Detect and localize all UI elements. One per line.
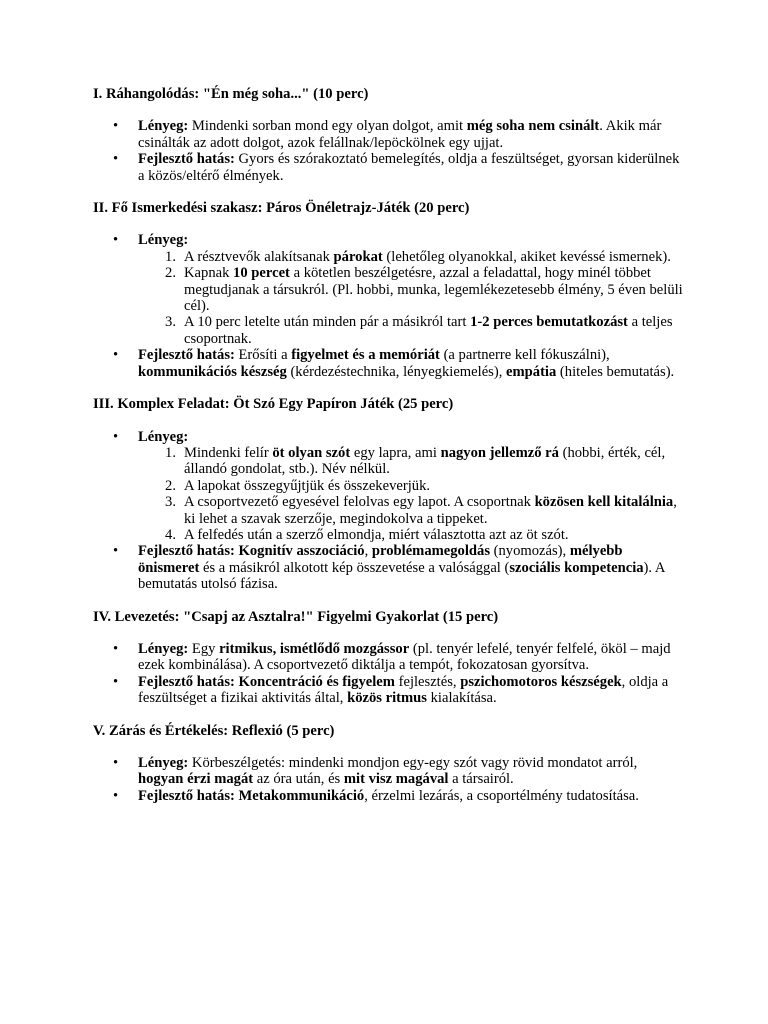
text-run: Kapnak <box>184 265 234 282</box>
bold-text: Koncentráció és figyelem <box>238 673 395 690</box>
bold-text: empátia <box>506 363 557 380</box>
item-number: 4. <box>165 526 176 543</box>
text-run: A lapokat összegyűjtjük és összekeverjük. <box>184 477 431 494</box>
numbered-item <box>138 265 683 314</box>
text-run: az óra után, és <box>253 771 344 788</box>
bold-text: pszichomotoros készségek <box>460 673 622 690</box>
numbered-list <box>138 445 683 543</box>
numbered-list <box>138 249 683 347</box>
numbered-item <box>138 527 683 543</box>
text-run: (nyomozás), <box>490 543 570 560</box>
text-run: és a másikról alkotott kép összevetése a valósággal ( <box>199 559 510 576</box>
text-run: (lehetőleg olyanokkal, akiket kevéssé ismernek). <box>382 248 671 265</box>
bold-text: Lényeg: <box>138 640 189 657</box>
bold-text: Lényeg: <box>138 232 189 249</box>
bold-text: Fejlesztő hatás: <box>138 347 235 364</box>
bullet-item <box>93 151 683 184</box>
bold-text: figyelmet és a memóriát <box>291 347 440 364</box>
item-number: 3. <box>165 494 176 511</box>
bold-text: Fejlesztő hatás: <box>138 543 235 560</box>
bold-text: 10 percet <box>233 265 290 282</box>
item-number: 3. <box>165 314 176 331</box>
bullet-item <box>93 755 683 788</box>
text-run: , oldja a feszültséget a fizikai aktivitás által, <box>138 673 669 707</box>
text-run: A csoportvezető egyesével felolvas egy lapot. A csoportnak <box>184 494 535 511</box>
text-run: A résztvevők alakítsanak <box>184 248 334 265</box>
bullet-item <box>93 347 683 380</box>
bold-text: Fejlesztő hatás: <box>138 787 235 804</box>
text-run: (kérdezéstechnika, lényegkiemelés), <box>286 363 507 380</box>
item-number: 2. <box>165 265 176 282</box>
text-run: Körbeszélgetés: mindenki mondjon egy-egy szót vagy rövid mondatot arról, <box>188 755 638 771</box>
bullet-list <box>93 755 683 804</box>
section-heading: V. Zárás és Értékelés: Reflexió (5 perc) <box>93 722 335 739</box>
bullet-list <box>93 232 683 380</box>
bold-text: ritmikus, ismétlődő mozgássor <box>219 640 410 657</box>
text-run: (hiteles bemutatás). <box>556 363 675 380</box>
bullet-item <box>93 429 683 544</box>
text-run: a kötetlen beszélgetésre, azzal a feladattal, hogy minél többet megtudjanak a társukról. (Pl. hobbi, munka, legemlékezetesebb élmény, 5 éven belüli cél). <box>184 265 683 315</box>
bold-text: problémamegoldás <box>371 543 490 560</box>
text-run: Mindenki sorban mond egy olyan dolgot, amit <box>188 118 467 135</box>
numbered-item <box>138 249 683 265</box>
section-heading: I. Ráhangolódás: "Én még soha..." (10 perc) <box>93 86 369 102</box>
text-run: A felfedés után a szerző elmondja, miért választotta azt az öt szót. <box>184 526 569 543</box>
bullet-list <box>93 641 683 707</box>
bold-text: Lényeg: <box>138 428 189 445</box>
text-run: (a partnerre kell fókuszálni), <box>439 347 610 364</box>
text-run: a teljes csoportnak. <box>184 314 673 347</box>
text-run: , érzelmi lezárás, a csoportélmény tudatosítása. <box>364 787 639 804</box>
bullet-item <box>93 232 683 347</box>
item-number: 1. <box>165 444 176 461</box>
text-run: Erősíti a <box>234 347 292 364</box>
bold-text: mit visz magával <box>343 771 449 788</box>
bold-text: még soha nem csinált <box>466 118 600 135</box>
bullet-item <box>93 674 683 707</box>
bold-text: Kognitív asszociáció <box>238 543 365 560</box>
text-run: , <box>364 543 372 560</box>
text-run: A 10 perc letelte után minden pár a másikról tart <box>184 314 471 331</box>
bold-text: öt olyan szót <box>272 444 351 461</box>
text-run: kialakítása. <box>426 690 497 707</box>
numbered-item <box>138 478 683 494</box>
bullet-list <box>93 118 683 184</box>
bold-text: hogyan érzi magát <box>138 771 254 788</box>
text-run: fejlesztés, <box>394 673 461 690</box>
bold-text: Fejlesztő hatás: <box>138 151 235 168</box>
text-run: , ki lehet a szavak szerzője, megindokolva a tippeket. <box>184 494 677 527</box>
text-run: Mindenki felír <box>184 444 273 461</box>
text-run: . Akik már csinálták az adott dolgot, azok felállnak/lepöckölnek egy ujjat. <box>138 118 662 151</box>
text-run: (hobbi, érték, cél, állandó gondolat, stb.). Név nélkül. <box>184 444 666 478</box>
bold-text: szociális kompetencia <box>509 559 644 576</box>
bullet-item <box>93 543 683 592</box>
section-heading: III. Komplex Feladat: Öt Szó Egy Papíron Játék (25 perc) <box>93 396 454 413</box>
numbered-item <box>138 494 683 527</box>
item-number: 2. <box>165 477 176 494</box>
text-run: Egy <box>188 640 220 657</box>
bold-text: kommunikációs készség <box>138 363 287 380</box>
text-run: a társairól. <box>448 771 514 788</box>
item-number: 1. <box>165 248 176 265</box>
bold-text: Fejlesztő hatás: <box>138 673 235 690</box>
text-run: Gyors és szórakoztató bemelegítés, oldja a feszültséget, gyorsan kiderülnek a közös/eltérő élmények. <box>138 151 680 184</box>
bold-text: párokat <box>333 248 383 265</box>
bullet-item <box>93 118 683 151</box>
bullet-item <box>93 641 683 674</box>
bold-text: mélyebb önismeret <box>138 543 623 576</box>
text-run: egy lapra, ami <box>350 444 441 461</box>
bullet-item <box>93 788 683 804</box>
section-heading: II. Fő Ismerkedési szakasz: Páros Önéletrajz-Játék (20 perc) <box>93 200 470 217</box>
text-run: ). A bemutatás utolsó fázisa. <box>138 559 665 593</box>
bold-text: közösen kell kitalálnia <box>534 494 674 511</box>
text-run: (pl. tenyér lefelé, tenyér felfelé, ököl – majd ezek kombinálása). A csoportvezető diktálja a tempót, fokozatosan gyorsítva. <box>138 640 671 674</box>
document-body <box>93 86 683 820</box>
bold-text: közös ritmus <box>347 690 427 707</box>
numbered-item <box>138 445 683 478</box>
section-heading: IV. Levezetés: "Csapj az Asztalra!" Figyelmi Gyakorlat (15 perc) <box>93 608 499 625</box>
bullet-list <box>93 429 683 593</box>
bold-text: Lényeg: <box>138 755 189 771</box>
bold-text: Metakommunikáció <box>238 787 365 804</box>
bold-text: nagyon jellemző rá <box>440 444 559 461</box>
bold-text: 1-2 perces bemutatkozást <box>470 314 628 331</box>
bold-text: Lényeg: <box>138 118 189 135</box>
numbered-item <box>138 314 683 347</box>
